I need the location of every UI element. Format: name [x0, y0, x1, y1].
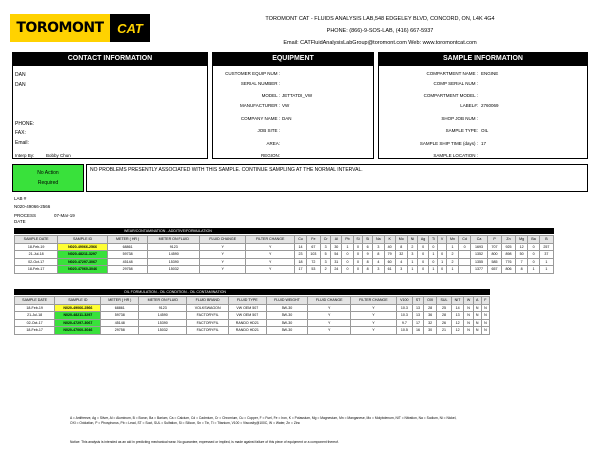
wear-cell: 3 [407, 251, 417, 259]
wear-cell: 14 [295, 243, 307, 251]
wear-header-cell: FILTER CHANGE [246, 236, 295, 244]
wear-cell: 1 [429, 266, 438, 274]
wear-cell: 6 [363, 243, 373, 251]
wear-cell: 12 [515, 243, 527, 251]
contact-box [12, 65, 208, 159]
compartment-name-value: ENGINE [481, 71, 499, 76]
wear-header-cell: Ca [471, 236, 488, 244]
wear-cell: 0 [353, 251, 363, 259]
wear-cell: 59738 [107, 251, 148, 259]
serial-number-label: SERIAL NUMBER : [240, 81, 280, 86]
wear-table-title: WEAR/CONTAMINATION - ADDITIVE/FORMULATION [14, 228, 554, 234]
oil-header-cell: METER ( HR ) [101, 297, 139, 305]
wear-cell: Y [246, 266, 295, 274]
oil-header-cell: SAMPLE ID [55, 297, 101, 305]
oil-condition-table [14, 296, 490, 335]
oil-cell: Y [308, 312, 351, 320]
wear-cell: 72 [306, 258, 320, 266]
oil-cell: 10.3 [396, 312, 412, 320]
oil-cell: 12 [451, 327, 464, 335]
wear-cell: 9123 [148, 243, 200, 251]
oil-cell: FACTORYFIL [187, 319, 229, 327]
wear-cell: 3 [372, 266, 384, 274]
wear-cell: 15390 [148, 258, 200, 266]
oil-cell: 26 [437, 319, 451, 327]
label-number-value: 2760069 [481, 103, 499, 108]
oil-cell: 5W-30 [266, 327, 308, 335]
oil-cell: 5W-30 [266, 304, 308, 312]
oil-cell: N [481, 327, 489, 335]
wear-cell: 776 [502, 258, 516, 266]
oil-cell: 14590 [139, 312, 187, 320]
oil-cell: 15032 [139, 327, 187, 335]
oil-cell: FACTORYFIL [187, 327, 229, 335]
lab-email-web: Email: CATFluidAnalysisLabGroup@toromont.com Web: www.toromontcat.com [283, 40, 477, 46]
wear-cell: 1 [539, 258, 553, 266]
contact-section-title: CONTACT INFORMATION [12, 52, 208, 65]
wear-cell: 1 [407, 258, 417, 266]
wear-cell: 2 [446, 251, 458, 259]
process-date-value: 07-Mar-19 [54, 213, 75, 218]
wear-cell: 1 [446, 266, 458, 274]
wear-cell: 1352 [471, 251, 488, 259]
company-name-value: DAN [282, 116, 292, 121]
sample-id-cell: N020-48211-3297 [55, 312, 101, 320]
wear-cell: 18-Feb-17 [15, 266, 58, 274]
comp-serial-label: COMP SERIAL NUM : [433, 81, 478, 86]
wear-cell: 18-Feb-19 [15, 243, 58, 251]
sample-id-cell: N020-49066-2566 [55, 304, 101, 312]
sample-id-cell: N020-47060-3046 [55, 327, 101, 335]
wear-cell: Y [246, 251, 295, 259]
model-value: JETTATDI_VW [282, 93, 313, 98]
wear-cell: 0 [438, 266, 446, 274]
wear-header-cell: Ti [429, 236, 438, 244]
wear-cell: 5 [320, 251, 331, 259]
wear-header-cell: Zn [502, 236, 516, 244]
wear-cell: 925 [502, 243, 516, 251]
wear-cell [459, 251, 471, 259]
wear-cell: 8 [372, 251, 384, 259]
wear-cell: 0 [342, 258, 353, 266]
wear-cell: 79 [384, 251, 395, 259]
sample-id-cell: N020-47297-3067 [55, 319, 101, 327]
wear-cell: 32 [395, 251, 407, 259]
wear-cell: 1377 [471, 266, 488, 274]
oil-cell: N [481, 304, 489, 312]
disclaimer-notice: Notice: This analysis is intended as an aid in predicting mechanical wear. No guarantee, expressed or implied, is made against failure of this piece of equipment or a component thereof. [70, 440, 339, 444]
oil-header-cell: ST [413, 297, 424, 305]
oil-cell: FACTORYFIL [187, 312, 229, 320]
oil-cell: N [464, 312, 473, 320]
oil-header-cell: V100 [396, 297, 412, 305]
wear-cell: 3 [395, 266, 407, 274]
wear-cell: 800 [488, 251, 502, 259]
oil-cell: 30 [424, 327, 437, 335]
equipment-section-title: EQUIPMENT [212, 52, 374, 65]
wear-header-cell: Ni [407, 236, 417, 244]
wear-cell: 806 [502, 266, 516, 274]
lab-number-value: N020-49066-2566 [14, 204, 51, 209]
wear-cell: 61 [384, 266, 395, 274]
sample-id-cell: N020-47297-3067 [58, 258, 108, 266]
date-label: DATE [14, 219, 26, 224]
oil-cell: VW OEM 507 [228, 304, 266, 312]
oil-cell: 32 [424, 319, 437, 327]
oil-cell: VW OEM 507 [228, 312, 266, 320]
wear-cell: Y [200, 258, 246, 266]
oil-cell: 12 [451, 319, 464, 327]
wear-cell: 54 [331, 251, 342, 259]
wear-cell: 103 [306, 251, 320, 259]
oil-cell: N [464, 304, 473, 312]
wear-cell: Y [200, 266, 246, 274]
wear-cell: 21-Jul-18 [15, 251, 58, 259]
wear-header-cell: SAMPLE ID [58, 236, 108, 244]
wear-cell: 3 [320, 243, 331, 251]
oil-cell: 29758 [101, 327, 139, 335]
wear-cell: 8 [515, 266, 527, 274]
wear-header-cell: Na [372, 236, 384, 244]
wear-table-row [15, 258, 554, 266]
oil-cell: 5W-30 [266, 312, 308, 320]
oil-cell: 15390 [139, 319, 187, 327]
oil-cell: RANDO HD21 [228, 319, 266, 327]
label-number-label: LABEL#: [460, 103, 478, 108]
wear-header-cell: K [384, 236, 395, 244]
wear-header-cell: V [438, 236, 446, 244]
oil-header-cell: W [464, 297, 473, 305]
oil-cell: 59738 [101, 312, 139, 320]
oil-header-cell: SUL [437, 297, 451, 305]
wear-cell: 2 [446, 258, 458, 266]
wear-header-cell: Cd [459, 236, 471, 244]
oil-cell: N [473, 319, 481, 327]
oil-table-row [15, 327, 490, 335]
wear-cell: 18 [295, 258, 307, 266]
oil-cell: 02-Oct-17 [15, 319, 55, 327]
wear-cell: 14590 [148, 251, 200, 259]
wear-cell: 15032 [148, 266, 200, 274]
wear-header-cell: P [488, 236, 502, 244]
wear-cell: 0 [353, 266, 363, 274]
oil-cell: N [464, 319, 473, 327]
cat-logo: CAT [110, 14, 150, 42]
shop-job-label: SHOP JOB NUM : [441, 116, 478, 121]
oil-header-cell: FLUID WEIGHT [266, 297, 308, 305]
wear-cell: Y [246, 243, 295, 251]
action-status-line1: No Action [37, 170, 59, 176]
sample-id-cell: N020-49066-2566 [58, 243, 108, 251]
wear-cell: 45148 [107, 258, 148, 266]
wear-header-cell: Fe [306, 236, 320, 244]
wear-cell [459, 258, 471, 266]
wear-cell [438, 243, 446, 251]
oil-header-cell: OXI [424, 297, 437, 305]
wear-cell: Y [200, 251, 246, 259]
oil-cell: 36 [424, 312, 437, 320]
ship-time-value: 17 [481, 141, 487, 146]
toromont-logo: TOROMONT [10, 14, 110, 42]
sample-id-cell: N020-48211-3297 [58, 251, 108, 259]
manufacturer-label: MANUFACTURER : [239, 103, 280, 108]
sample-type-value: OIL [481, 128, 489, 133]
wear-cell: 0 [417, 266, 428, 274]
wear-cell: 1355 [471, 258, 488, 266]
wear-cell: 8 [363, 266, 373, 274]
wear-header-cell: Si [363, 236, 373, 244]
wear-cell: 1 [438, 258, 446, 266]
oil-cell: 21-Jul-18 [15, 312, 55, 320]
phone-label: PHONE: [15, 121, 35, 127]
oil-cell: 14 [451, 304, 464, 312]
wear-table-header-row [15, 236, 554, 244]
ship-time-label: SAMPLE SHIP TIME (days) : [419, 141, 478, 146]
oil-cell: 28 [437, 312, 451, 320]
wear-cell: 0 [417, 251, 428, 259]
oil-cell: Y [308, 327, 351, 335]
lab-number-label: LAB # [14, 196, 27, 201]
wear-header-cell: METER ( HR ) [107, 236, 148, 244]
toromont-cat-logo [10, 14, 150, 42]
wear-cell: 2 [407, 243, 417, 251]
wear-table-row [15, 251, 554, 259]
wear-cell: 68861 [107, 243, 148, 251]
wear-contamination-table [14, 235, 554, 274]
oil-cell: 13 [413, 312, 424, 320]
oil-table-row [15, 312, 490, 320]
wear-cell: 1 [539, 266, 553, 274]
compartment-name-label: COMPARTMENT NAME : [426, 71, 478, 76]
wear-header-cell: Ag [417, 236, 428, 244]
wear-header-cell: METER ON FLUID [148, 236, 200, 244]
customer-equip-label: CUSTOMER EQUIP NUM : [225, 71, 280, 76]
oil-cell: 9.7 [396, 319, 412, 327]
wear-cell: 657 [488, 266, 502, 274]
oil-cell: 10.3 [396, 304, 412, 312]
wear-cell: 0 [429, 258, 438, 266]
wear-cell: 0 [353, 258, 363, 266]
wear-cell: 02-Oct-17 [15, 258, 58, 266]
oil-cell: N [473, 304, 481, 312]
wear-cell: 707 [488, 243, 502, 251]
oil-cell: Y [351, 304, 396, 312]
wear-cell: 1 [446, 243, 458, 251]
oil-cell: 45148 [101, 319, 139, 327]
action-status-badge [12, 164, 84, 192]
wear-cell: 585 [488, 258, 502, 266]
wear-cell: Y [200, 243, 246, 251]
wear-cell: 0 [528, 251, 539, 259]
oil-cell: Y [351, 327, 396, 335]
wear-cell: 0 [528, 258, 539, 266]
wear-cell: 4 [395, 258, 407, 266]
oil-cell: 10.5 [396, 327, 412, 335]
oil-header-cell: F [481, 297, 489, 305]
wear-cell: 30 [331, 243, 342, 251]
oil-cell: 18-Feb-17 [15, 327, 55, 335]
wear-cell: 0 [429, 243, 438, 251]
legend-line-1: A = Antifreeze, Ag = Silver, Al = Aluminum, B = Boron, Ba = Barium, Ca = Calcium, Cd = Cadmium, Cr = Chromium, Cu = Copper, F = Fuel, Fe = Iron, K = Potassium, Mg = Magnesium, Mn = Manganese, Mo = Molybdenum, NIT = Nitration, Na = Sodium, Ni = Nickel, [70, 416, 457, 420]
wear-cell: 31 [331, 258, 342, 266]
oil-header-cell: FILTER CHANGE [351, 297, 396, 305]
element-legend [70, 416, 580, 426]
job-site-label: JOB SITE : [257, 128, 280, 133]
sample-id-cell: N020-47060-3046 [58, 266, 108, 274]
oil-header-cell: A [473, 297, 481, 305]
lab-phone: PHONE: (866)-9-SOS-LAB, (416) 667-5937 [326, 28, 434, 34]
oil-header-cell: FLUID TYPE [228, 297, 266, 305]
interpretation-comment: NO PROBLEMS PRESENTLY ASSOCIATED WITH THIS SAMPLE. CONTINUE SAMPLING AT THE NORMAL INTERVAL. [86, 164, 588, 192]
wear-cell: 0 [342, 266, 353, 274]
oil-cell: VOLKSWAGON [187, 304, 229, 312]
wear-header-cell: Mo [395, 236, 407, 244]
wear-cell: 1 [429, 251, 438, 259]
wear-header-cell: Si [353, 236, 363, 244]
wear-cell: 0 [438, 251, 446, 259]
wear-cell: 60 [384, 258, 395, 266]
oil-cell: Y [308, 319, 351, 327]
oil-cell: N [481, 312, 489, 320]
oil-cell: 18-Feb-19 [15, 304, 55, 312]
wear-header-cell: B [539, 236, 553, 244]
oil-header-cell: NIT [451, 297, 464, 305]
wear-cell: 3 [372, 243, 384, 251]
oil-cell: Y [351, 312, 396, 320]
wear-header-cell: SAMPLE DATE [15, 236, 58, 244]
process-label: PROCESS [14, 213, 37, 218]
wear-header-cell: Al [331, 236, 342, 244]
wear-cell: 67 [306, 243, 320, 251]
wear-header-cell: Cr [320, 236, 331, 244]
oil-cell: 68861 [101, 304, 139, 312]
wear-header-cell: Mg [515, 236, 527, 244]
company-name-label: COMPANY NAME : [240, 116, 280, 121]
area-label: AREA: [266, 141, 280, 146]
email-label: Email: [15, 140, 29, 146]
model-label: MODEL : [261, 93, 280, 98]
oil-cell: 28 [424, 304, 437, 312]
sample-location-label: SAMPLE LOCATION : [433, 153, 478, 158]
wear-cell: Y [246, 258, 295, 266]
oil-header-cell: METER ON FLUID [139, 297, 187, 305]
wear-cell: 257 [539, 243, 553, 251]
wear-cell: 1693 [471, 243, 488, 251]
wear-cell: 53 [306, 266, 320, 274]
oil-cell: 16 [413, 327, 424, 335]
wear-header-cell: Ba [528, 236, 539, 244]
oil-cell: 21 [437, 327, 451, 335]
wear-cell: 1 [407, 266, 417, 274]
wear-cell: 898 [502, 251, 516, 259]
oil-cell: N [473, 312, 481, 320]
oil-table-title: OIL FORMULATION - OIL CONDITION - OIL CONTAMINATION [14, 289, 490, 295]
region-label: REGION: [260, 153, 280, 158]
oil-cell: 17 [413, 319, 424, 327]
action-status-line2: Required [37, 180, 59, 186]
oil-cell: N [464, 327, 473, 335]
wear-cell: 2 [320, 266, 331, 274]
oil-cell: Y [351, 319, 396, 327]
oil-cell: N [473, 327, 481, 335]
oil-cell: 25 [437, 304, 451, 312]
wear-cell: 29758 [107, 266, 148, 274]
wear-cell: 40 [384, 243, 395, 251]
oil-cell: 5W-30 [266, 319, 308, 327]
wear-header-cell: Mn [446, 236, 458, 244]
oil-cell: 13 [413, 304, 424, 312]
oil-table-header-row [15, 297, 490, 305]
wear-cell [459, 266, 471, 274]
oil-cell: N [481, 319, 489, 327]
wear-cell: 23 [295, 251, 307, 259]
fax-label: FAX: [15, 130, 26, 136]
wear-cell: 4 [372, 258, 384, 266]
lab-address: TOROMONT CAT - FLUIDS ANALYSIS LAB,548 EDGELEY BLVD, CONCORD, ON, L4K 4G4 [265, 16, 495, 22]
contact-company: DAN [15, 82, 26, 88]
wear-cell: 8 [395, 243, 407, 251]
wear-cell: 37 [539, 251, 553, 259]
wear-cell: 0 [417, 258, 428, 266]
oil-header-cell: SAMPLE DATE [15, 297, 55, 305]
sample-section-title: SAMPLE INFORMATION [378, 52, 588, 65]
wear-cell: 7 [515, 258, 527, 266]
oil-cell: 13 [451, 312, 464, 320]
wear-header-cell: FLUID CHANGE [200, 236, 246, 244]
oil-cell: 9123 [139, 304, 187, 312]
oil-header-cell: FLUID BRAND [187, 297, 229, 305]
wear-cell: 1 [342, 243, 353, 251]
wear-cell: 8 [363, 258, 373, 266]
wear-cell: 0 [342, 251, 353, 259]
oil-cell: Y [308, 304, 351, 312]
wear-cell: 50 [515, 251, 527, 259]
wear-table-row [15, 243, 554, 251]
contact-name: DAN [15, 72, 26, 78]
compartment-model-label: COMPARTMENT MODEL : [423, 93, 478, 98]
oil-table-row [15, 304, 490, 312]
wear-header-cell: Cu [295, 236, 307, 244]
wear-cell: 0 [528, 243, 539, 251]
manufacturer-value: VW [282, 103, 290, 108]
oil-cell: RANDO HD21 [228, 327, 266, 335]
wear-cell: 3 [320, 258, 331, 266]
oil-table-row [15, 319, 490, 327]
wear-header-cell: Pb [342, 236, 353, 244]
wear-cell: 0 [353, 243, 363, 251]
legend-line-2: OXI = Oxidation, P = Phosphorus, Pb = Lead, ST = Soot, SUL = Sulfation, Si = Silicon, Sn = Tin, Ti = Titanium, V100 = Viscosity@100C, W = Water, Zn = Zinc [70, 421, 301, 425]
wear-cell: 17 [295, 266, 307, 274]
sample-type-label: SAMPLE TYPE: [445, 128, 478, 133]
wear-cell: 1 [528, 266, 539, 274]
wear-cell: 9 [363, 251, 373, 259]
wear-cell: 0 [459, 243, 471, 251]
oil-header-cell: FLUID CHANGE [308, 297, 351, 305]
wear-cell: 24 [331, 266, 342, 274]
wear-table-row [15, 266, 554, 274]
interp-by-label: Interp By: [15, 153, 35, 158]
interp-by-value: Bobby Chun [46, 153, 71, 158]
wear-cell: 0 [417, 243, 428, 251]
